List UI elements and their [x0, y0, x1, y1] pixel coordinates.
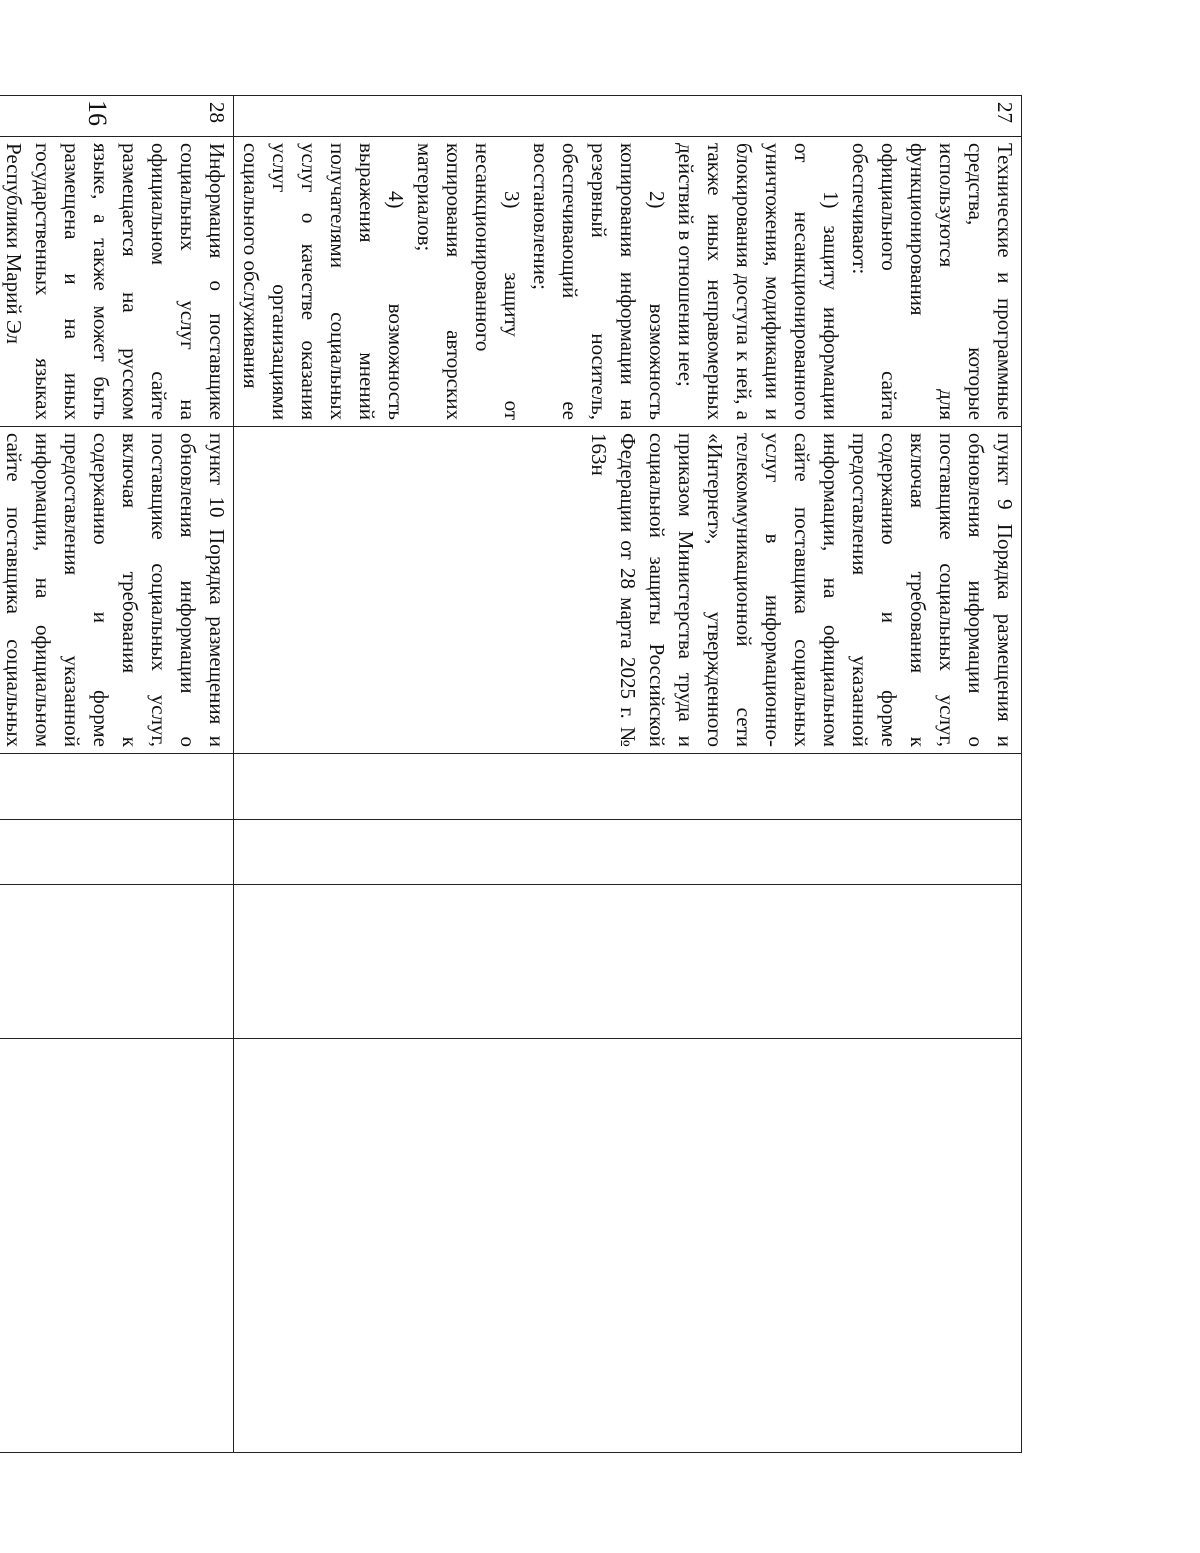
empty-cell [0, 820, 234, 885]
description-paragraph: 3) защиту от несанкционированного копирования авторских материалов; [413, 143, 524, 420]
empty-cell [0, 754, 234, 820]
row-number: 28 [0, 96, 234, 137]
description-paragraph: Информация о поставщике социальных услуг на официальном сайте размещается на русском языке, а также может быть размещена и на иных государственных языках Республики Марий Эл [2, 143, 229, 420]
requirement-description [0, 137, 234, 427]
description-paragraph: Технические и программные средства, которые используются для функционирования официального сайта обеспечивают: [848, 143, 1017, 420]
empty-cell [234, 754, 1022, 820]
legal-reference: пункт 10 Порядка размещения и обновления информации о поставщике социальных услуг, включая требования к содержанию и форме предоставления указанной информации, на официальном сайте поставщика социальных [0, 427, 234, 754]
description-paragraph: 4) возможность выражения мнений получателями социальных услуг о качестве оказания услуг организациями социального обслуживания [239, 143, 408, 420]
row-number: 27 [234, 96, 1022, 137]
empty-cell [0, 885, 234, 1039]
description-paragraph: 1) защиту информации от несанкционированного уничтожения, модификации и блокирования доступа к ней, а также иных неправомерных действий в отношении нее; [674, 143, 843, 420]
table-row [0, 96, 234, 1453]
empty-cell [234, 820, 1022, 885]
requirements-table [0, 95, 1022, 1453]
description-paragraph: 2) возможность копирования информации на резервный носитель, обеспечивающий ее восстановление; [529, 143, 669, 420]
empty-cell [234, 1039, 1022, 1453]
rotated-table-wrapper [2, 95, 1022, 1452]
legal-reference: пункт 9 Порядка размещения и обновления информации о поставщике социальных услуг, включая требования к содержанию и форме предоставления указанной информации, на официальном сайте поставщика социальных услуг в информационно-телекоммуникационной сети «Интернет», утвержденного приказом Министерства труда и социальной защиты Российской Федерации от 28 марта 2025 г. № 163н [234, 427, 1022, 754]
table-row [234, 96, 1022, 1453]
empty-cell [234, 885, 1022, 1039]
requirement-description [234, 137, 1022, 427]
page-number: 16 [83, 100, 112, 126]
empty-cell [0, 1039, 234, 1453]
